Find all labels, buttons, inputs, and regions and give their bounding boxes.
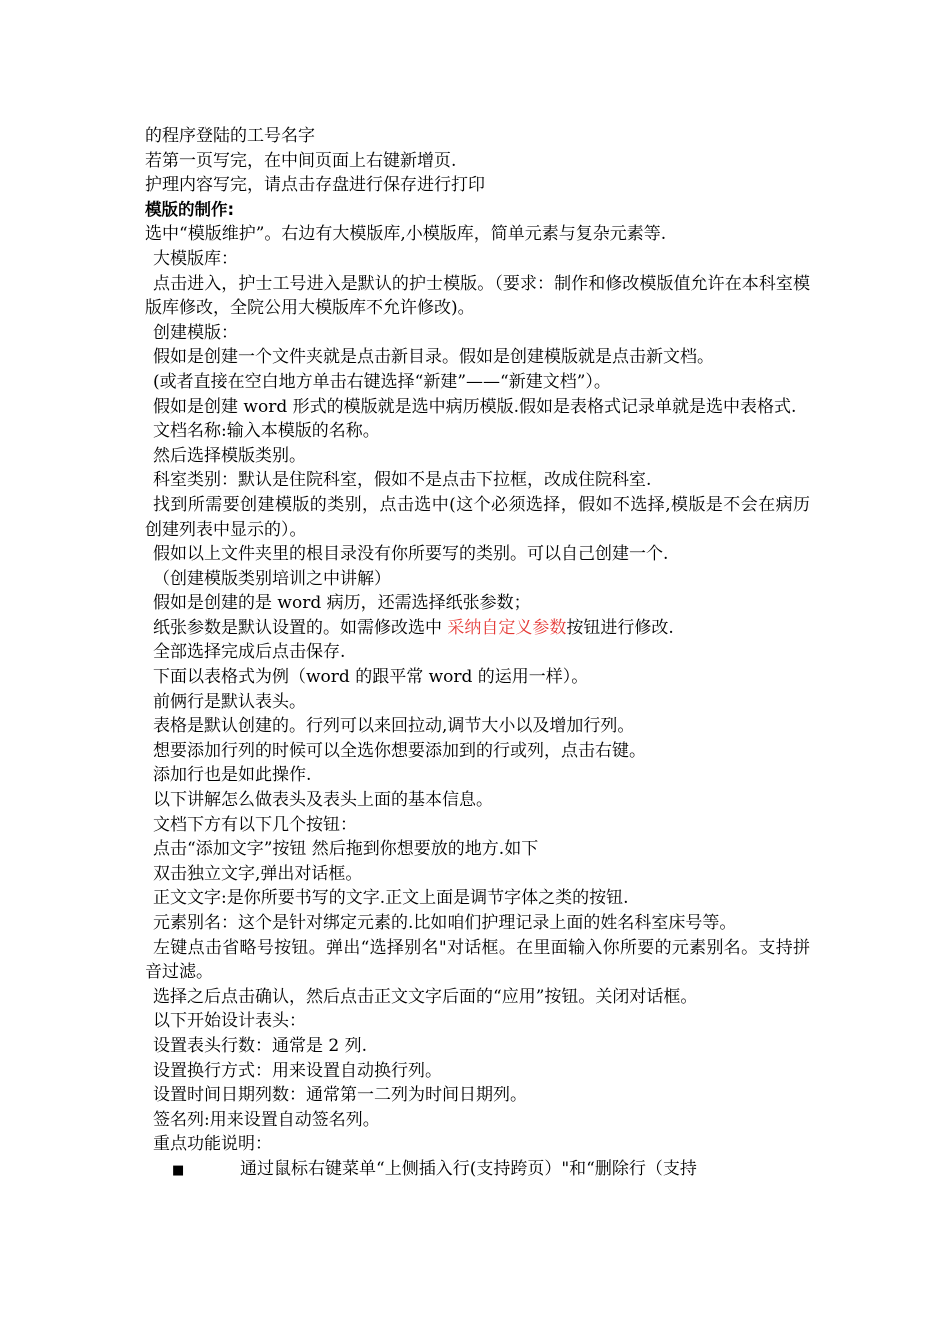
paragraph: 假如是创建 word 形式的模版就是选中病历模版.假如是表格式记录单就是选中表格式.	[153, 396, 797, 417]
paragraph: 正文文字:是你所要书写的文字.正文上面是调节字体之类的按钮.	[153, 888, 629, 909]
paragraph: 选中“模版维护”。右边有大模版库,小模版库，简单元素与复杂元素等.	[145, 224, 667, 245]
bullet-text: 通过鼠标右键菜单“上侧插入行(支持跨页）"和“删除行（支持	[240, 1158, 697, 1179]
paragraph: 签名列:用来设置自动签名列。	[153, 1109, 380, 1130]
paragraph	[145, 616, 810, 641]
paragraph: 假如以上文件夹里的根目录没有你所要写的类别。可以自己创建一个.	[153, 544, 669, 565]
paragraph: 若第一页写完，在中间页面上右键新增页.	[145, 150, 457, 171]
paragraph: 点击“添加文字”按钮 然后拖到你想要放的地方.如下	[153, 839, 539, 860]
paragraph: 创建模版：	[153, 322, 238, 343]
paragraph: 设置换行方式：用来设置自动换行列。	[153, 1060, 442, 1081]
paragraph: 双击独立文字,弹出对话框。	[153, 863, 363, 884]
paragraph: 想要添加行列的时候可以全选你想要添加到的行或列，点击右键。	[153, 740, 646, 761]
paragraph: 元素别名：这个是针对绑定元素的.比如咱们护理记录上面的姓名科室床号等。	[153, 913, 737, 933]
paragraph: 假如是创建的是 word 病历，还需选择纸张参数；	[153, 593, 531, 614]
paragraph-text: 纸张参数是默认设置的。如需修改选中	[153, 617, 448, 638]
paragraph: 假如是创建一个文件夹就是点击新目录。假如是创建模版就是点击新文档。	[153, 347, 714, 368]
paragraph: （创建模版类别培训之中讲解）	[153, 568, 391, 589]
paragraph: 文档名称:输入本模版的名称。	[153, 421, 380, 442]
paragraph: 找到所需要创建模版的类别，点击选中(这个必须选择，假如不选择,模版是不会在病历创建列表中显示的）。	[145, 494, 810, 540]
paragraph: 文档下方有以下几个按钮：	[153, 814, 357, 835]
paragraph: 添加行也是如此操作.	[153, 765, 312, 786]
paragraph: 重点功能说明：	[153, 1134, 272, 1155]
paragraph: 前俩行是默认表头。	[153, 691, 306, 712]
paragraph: 设置时间日期列数：通常第一二列为时间日期列。	[153, 1085, 527, 1106]
paragraph: 以下开始设计表头：	[153, 1011, 306, 1032]
paragraph: 科室类别：默认是住院科室，假如不是点击下拉框，改成住院科室.	[153, 470, 652, 491]
paragraph: 左键点击省略号按钮。弹出“选择别名"对话框。在里面输入你所要的元素别名。支持拼音过滤。	[145, 937, 810, 983]
paragraph-text: 按钮进行修改.	[566, 617, 674, 638]
paragraph: 设置表头行数：通常是 2 列.	[153, 1035, 368, 1056]
square-bullet-icon: ■	[172, 1162, 185, 1178]
paragraph: 的程序登陆的工号名字	[145, 126, 315, 146]
paragraph: 下面以表格式为例（word 的跟平常 word 的运用一样）。	[153, 667, 589, 688]
bullet-item	[145, 1157, 810, 1184]
paragraph: 以下讲解怎么做表头及表头上面的基本信息。	[153, 790, 493, 811]
section-heading: 模版的制作:	[145, 199, 235, 219]
document-body	[145, 124, 810, 1184]
paragraph: 护理内容写完，请点击存盘进行保存进行打印	[145, 175, 485, 196]
paragraph: 表格是默认创建的。行列可以来回拉动,调节大小以及增加行列。	[153, 716, 635, 737]
custom-params-link: 采纳自定义参数	[447, 617, 567, 638]
paragraph: 然后选择模版类别。	[153, 445, 306, 466]
paragraph: 选择之后点击确认，然后点击正文文字后面的“应用”按钮。关闭对话框。	[153, 986, 698, 1007]
paragraph: 大模版库：	[153, 248, 238, 269]
paragraph: 点击进入，护士工号进入是默认的护士模版。（要求：制作和修改模版值允许在本科室模版库修改，全院公用大模版库不允许修改)。	[145, 273, 810, 319]
paragraph: 全部选择完成后点击保存.	[153, 642, 346, 663]
paragraph: (或者直接在空白地方单击右键选择“新建”——“新建文档”）。	[153, 371, 611, 392]
